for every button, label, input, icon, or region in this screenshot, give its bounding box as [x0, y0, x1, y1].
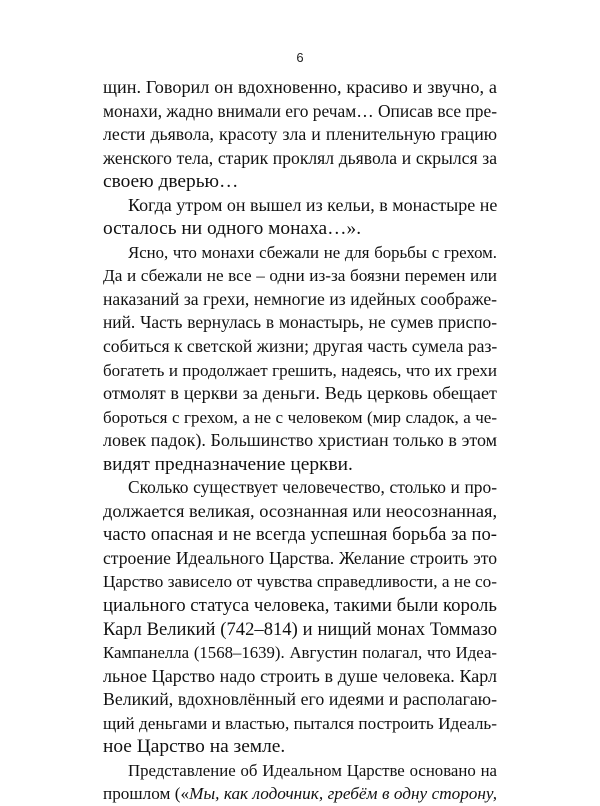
text-line: ное Царство на земле.: [103, 736, 286, 758]
text-line: ний. Часть вернулась в монастырь, не сумев приспо-: [103, 312, 497, 333]
text-line: отмолят в церкви за деньги. Ведь церковь обещает: [103, 383, 497, 404]
text-line: строение Идеального Царства. Желание строить это: [103, 547, 497, 568]
text-line: Да и сбежали не все – одни из-за боязни перемен или: [103, 266, 497, 286]
text-line: Карл Великий (742–814) и нищий монах Томмазо: [103, 618, 497, 640]
text-line: циального статуса человека, такими были король: [103, 595, 497, 617]
text-line: монахи, жадно внимали его речам… Описав все пре-: [103, 100, 497, 121]
text-line: Представление об Идеальном Царстве основано на: [128, 760, 497, 780]
text-line: лести дьявола, красоту зла и пленительную грацию: [103, 124, 497, 145]
text-line: Кампанелла (1568–1639). Августин полагал, что Идеа-: [103, 643, 497, 663]
text-line: собиться к светской жизни; другая часть сумела раз-: [103, 336, 498, 357]
paragraph-1: [103, 76, 497, 194]
text-line: Когда утром он вышел из кельи, в монастыре не: [128, 194, 498, 215]
text-run: прошлом («: [103, 784, 190, 804]
text-line: осталось ни одного монаха…».: [103, 218, 362, 240]
paragraph-3: [103, 241, 497, 476]
body-text: [103, 76, 497, 806]
italic-quote: Мы, как лодочник, гребём в одну сторону,: [189, 784, 497, 804]
text-line: наказаний за грехи, немногие из идейных соображе-: [103, 288, 497, 309]
text-line: щий деньгами и властью, пытался построить Идеаль-: [103, 713, 497, 733]
text-line: щин. Говорил он вдохновенно, красиво и звучно, а: [103, 77, 497, 97]
text-line: Сколько существует человечество, столько и про-: [128, 477, 497, 498]
text-line: бороться с грехом, а не с человеком (мир сладок, а че-: [103, 407, 497, 427]
text-line: Великий, вдохновлённый его идеями и располагаю-: [103, 689, 497, 710]
text-line: видят предназначение церкви.: [103, 453, 353, 475]
text-line: Ясно, что монахи сбежали не для борьбы с грехом.: [128, 242, 497, 262]
text-line: льное Царство надо строить в душе человека. Карл: [103, 665, 497, 686]
text-line: должается великая, осознанная или неосознанная,: [103, 500, 498, 521]
text-line: своею дверью…: [103, 171, 239, 193]
text-line: часто опасная и не всегда успешная борьба за по-: [103, 524, 497, 546]
paragraph-5: [103, 759, 497, 806]
paragraph-2: [103, 194, 497, 241]
page-number: 6: [296, 50, 304, 65]
paragraph-4: [103, 476, 497, 759]
text-line: Царство зависело от чувства справедливости, а не со-: [103, 572, 497, 592]
text-line: ловек падок). Большинство христиан только в этом: [103, 430, 497, 451]
text-line-mixed: [103, 782, 497, 806]
text-line: богатеть и продолжает грешить, надеясь, что их грехи: [103, 360, 497, 380]
text-line: женского тела, старик проклял дьявола и скрылся за: [103, 147, 497, 168]
